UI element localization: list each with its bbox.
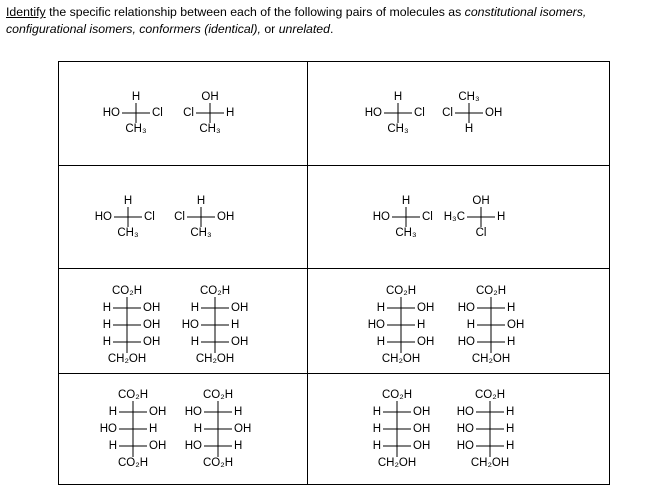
bottom-substituent: H: [464, 123, 474, 136]
fischer-projection: [444, 195, 506, 239]
left-substituent: H: [376, 336, 385, 349]
fischer-projection: [174, 195, 234, 239]
left-substituent: H: [108, 440, 117, 453]
instruction-text: the specific relationship between each of the following pairs of molecules as: [45, 5, 465, 19]
right-substituent: OH: [217, 211, 235, 224]
left-substituent: H: [466, 319, 475, 332]
fischer-projection: [365, 91, 425, 135]
bottom-substituent: CH₂OH: [107, 353, 147, 366]
option-configurational: configurational isomers, conformers (identical),: [6, 22, 261, 36]
left-substituent: H: [193, 423, 202, 436]
right-substituent: OH: [413, 440, 431, 453]
right-substituent: OH: [417, 336, 435, 349]
fischer-projection: [95, 195, 155, 239]
instruction-or: or: [260, 22, 279, 36]
fischer-projection: [442, 91, 502, 135]
right-substituent: OH: [413, 406, 431, 419]
fischer-projection: [373, 389, 431, 469]
bottom-substituent: CH₂OH: [470, 457, 510, 470]
top-substituent: H: [131, 91, 141, 104]
bottom-substituent: CH₂OH: [377, 457, 417, 470]
top-substituent: CO₂H: [202, 389, 234, 402]
bottom-substituent: Cl: [475, 227, 487, 240]
bottom-substituent: CH₃: [190, 227, 212, 240]
fischer-projection: [103, 285, 161, 365]
right-substituent: H: [507, 302, 516, 315]
top-substituent: OH: [472, 195, 490, 208]
instruction-period: .: [329, 22, 334, 36]
left-substituent: HO: [457, 336, 475, 349]
fischer-projection: [458, 285, 525, 365]
top-substituent: CO₂H: [117, 389, 149, 402]
right-substituent: OH: [143, 336, 161, 349]
right-substituent: OH: [143, 302, 161, 315]
left-substituent: H: [376, 302, 385, 315]
left-substituent: HO: [456, 406, 474, 419]
left-substituent: H: [190, 302, 199, 315]
left-substituent: H: [102, 319, 111, 332]
top-substituent: CO₂H: [385, 285, 417, 298]
left-substituent: HO: [181, 319, 199, 332]
right-substituent: OH: [143, 319, 161, 332]
right-substituent: OH: [413, 423, 431, 436]
right-substituent: H: [231, 319, 240, 332]
right-substituent: OH: [231, 302, 249, 315]
right-substituent: H: [234, 440, 243, 453]
left-substituent: HO: [99, 423, 117, 436]
right-substituent: OH: [149, 440, 167, 453]
bottom-substituent: CH₂OH: [381, 353, 421, 366]
right-substituent: Cl: [144, 211, 155, 224]
top-substituent: CO₂H: [474, 389, 506, 402]
right-substituent: OH: [507, 319, 525, 332]
top-substituent: H: [401, 195, 411, 208]
left-substituent: H: [190, 336, 199, 349]
top-substituent: CO₂H: [199, 285, 231, 298]
left-substituent: H: [372, 406, 381, 419]
bottom-substituent: CH₃: [125, 123, 147, 136]
left-substituent: HO: [184, 406, 202, 419]
left-substituent: HO: [457, 302, 475, 315]
fischer-projection: [183, 91, 234, 135]
left-substituent: HO: [456, 440, 474, 453]
right-substituent: OH: [417, 302, 435, 315]
right-substituent: H: [417, 319, 426, 332]
top-substituent: CO₂H: [111, 285, 143, 298]
fischer-projection: [368, 285, 435, 365]
right-substituent: H: [234, 406, 243, 419]
left-substituent: Cl: [183, 107, 194, 120]
left-substituent: H: [372, 423, 381, 436]
bottom-substituent: CH₃: [199, 123, 221, 136]
left-substituent: H: [108, 406, 117, 419]
fischer-projection: [100, 389, 167, 469]
right-substituent: OH: [149, 406, 167, 419]
left-substituent: H₃C: [443, 211, 465, 224]
left-substituent: HO: [367, 319, 385, 332]
right-substituent: Cl: [152, 107, 163, 120]
left-substituent: HO: [184, 440, 202, 453]
right-substituent: H: [226, 107, 235, 120]
left-substituent: HO: [94, 211, 112, 224]
left-substituent: HO: [372, 211, 390, 224]
right-substituent: H: [506, 440, 515, 453]
top-substituent: H: [123, 195, 133, 208]
top-substituent: H: [393, 91, 403, 104]
right-substituent: H: [149, 423, 158, 436]
right-substituent: Cl: [422, 211, 433, 224]
left-substituent: H: [102, 302, 111, 315]
top-substituent: CO₂H: [381, 389, 413, 402]
fischer-projection: [182, 285, 249, 365]
top-substituent: OH: [201, 91, 219, 104]
top-substituent: CO₂H: [475, 285, 507, 298]
right-substituent: H: [506, 423, 515, 436]
right-substituent: OH: [231, 336, 249, 349]
right-substituent: Cl: [414, 107, 425, 120]
left-substituent: H: [372, 440, 381, 453]
bottom-substituent: CH₂OH: [195, 353, 235, 366]
right-substituent: H: [507, 336, 516, 349]
left-substituent: HO: [102, 107, 120, 120]
fischer-projection: [185, 389, 252, 469]
instruction-keyword: Identify: [6, 5, 46, 19]
fischer-projection: [103, 91, 163, 135]
right-substituent: H: [497, 211, 506, 224]
fischer-projection: [373, 195, 433, 239]
right-substituent: OH: [485, 107, 503, 120]
bottom-substituent: CH₃: [117, 227, 139, 240]
top-substituent: H: [196, 195, 206, 208]
option-unrelated: unrelated: [278, 22, 330, 36]
option-constitutional: constitutional isomers,: [464, 5, 587, 19]
bottom-substituent: CH₂OH: [471, 353, 511, 366]
fischer-projection: [457, 389, 515, 469]
left-substituent: HO: [456, 423, 474, 436]
right-substituent: OH: [234, 423, 252, 436]
top-substituent: CH₃: [458, 91, 480, 104]
left-substituent: H: [102, 336, 111, 349]
left-substituent: HO: [364, 107, 382, 120]
bottom-substituent: CH₃: [395, 227, 417, 240]
bottom-substituent: CO₂H: [202, 457, 234, 470]
left-substituent: Cl: [442, 107, 453, 120]
right-substituent: H: [506, 406, 515, 419]
bottom-substituent: CO₂H: [117, 457, 149, 470]
left-substituent: Cl: [174, 211, 185, 224]
bottom-substituent: CH₃: [387, 123, 409, 136]
